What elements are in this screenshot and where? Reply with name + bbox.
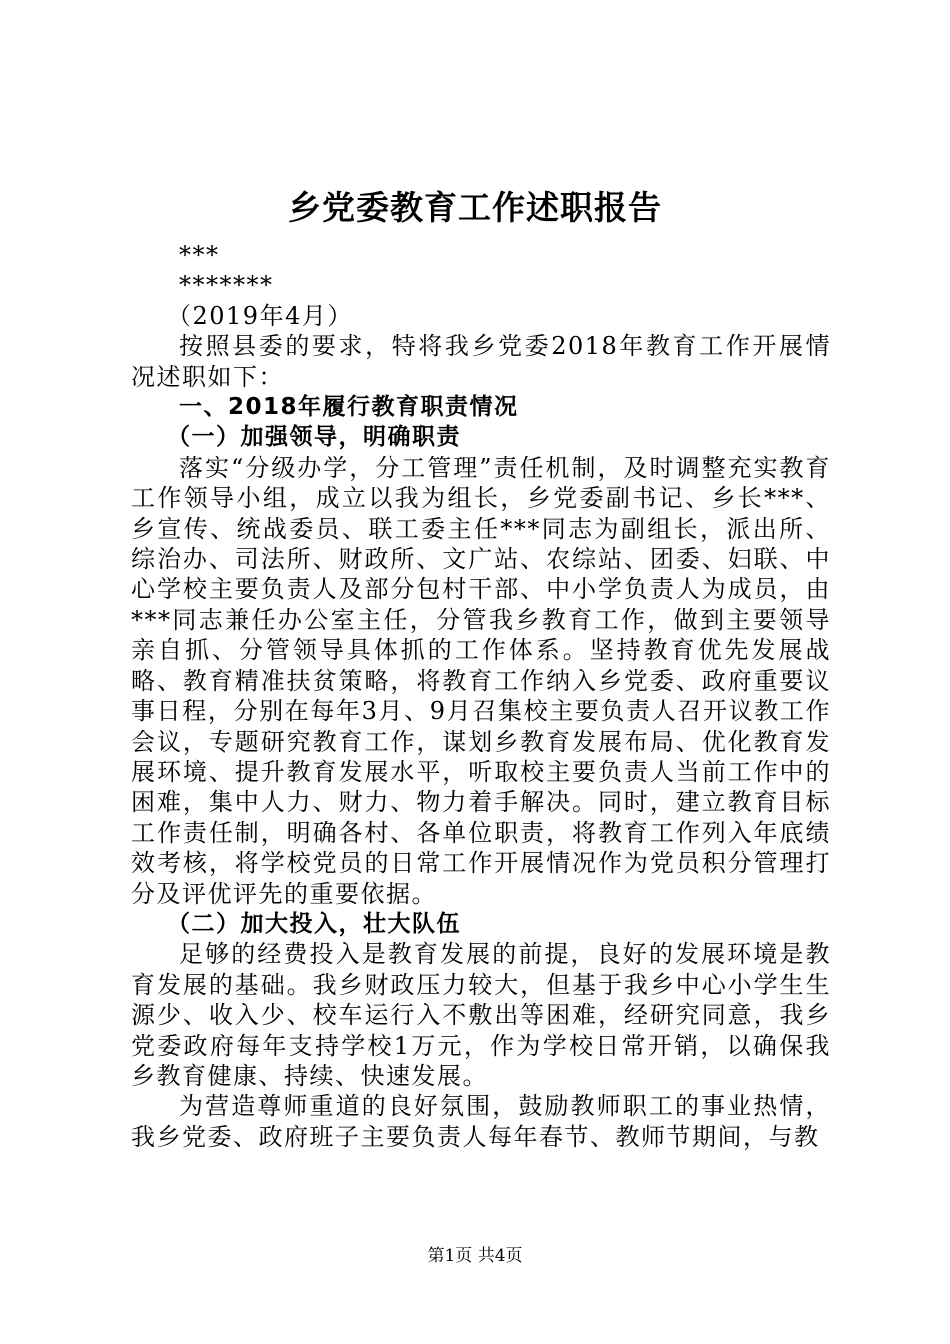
author-line-2: ******* <box>179 271 274 300</box>
document-title: 乡党委教育工作述职报告 <box>288 188 662 227</box>
page-footer: 第1页 共4页 <box>427 1246 523 1266</box>
document-body <box>131 240 831 1152</box>
subsection-2-paragraph-1: 足够的经费投入是教育发展的前提，良好的发展环境是教育发展的基础。我乡财政压力较大，但基于我乡中心小学生生源少、收入少、校车运行入不敷出等困难，经研究同意，我乡党委政府每年支持学校1万元，作为学校日常开销，以确保我乡教育健康、持续、快速发展。 <box>131 940 831 1090</box>
subsection-1-paragraph: 落实“分级办学，分工管理”责任机制，及时调整充实教育工作领导小组，成立以我为组长，乡党委副书记、乡长***、乡宣传、统战委员、联工委主任***同志为副组长，派出所、综治办、司法所、财政所、文广站、农综站、团委、妇联、中心学校主要负责人及部分包村干部、中小学负责人为成员，由***同志兼任办公室主任，分管我乡教育工作，做到主要领导亲自抓、分管领导具体抓的工作体系。坚持教育优先发展战略、教育精准扶贫策略，将教育工作纳入乡党委、政府重要议事日程，分别在每年3月、9月召集校主要负责人召开议教工作会议，专题研究教育工作，谋划乡教育发展布局、优化教育发展环境、提升教育发展水平，听取校主要负责人当前工作中的困难，集中人力、财力、物力着手解决。同时，建立教育目标工作责任制，明确各村、各单位职责，将教育工作列入年底绩效考核，将学校党员的日常工作开展情况作为党员积分管理打分及评优评先的重要依据。 <box>131 453 831 908</box>
subsection-2-paragraph-2: 为营造尊师重道的良好氛围，鼓励教师职工的事业热情，我乡党委、政府班子主要负责人每年春节、教师节期间，与教 <box>131 1092 831 1151</box>
author-line-1: *** <box>179 241 220 269</box>
date-line: （2019年4月） <box>167 301 353 330</box>
intro-paragraph: 按照县委的要求，特将我乡党委2018年教育工作开展情况述职如下： <box>131 332 831 391</box>
subsection-heading-2: （二）加大投入，壮大队伍 <box>167 910 461 937</box>
subsection-heading-1: （一）加强领导，明确职责 <box>167 424 461 451</box>
section-heading: 一、2018年履行教育职责情况 <box>179 394 519 421</box>
